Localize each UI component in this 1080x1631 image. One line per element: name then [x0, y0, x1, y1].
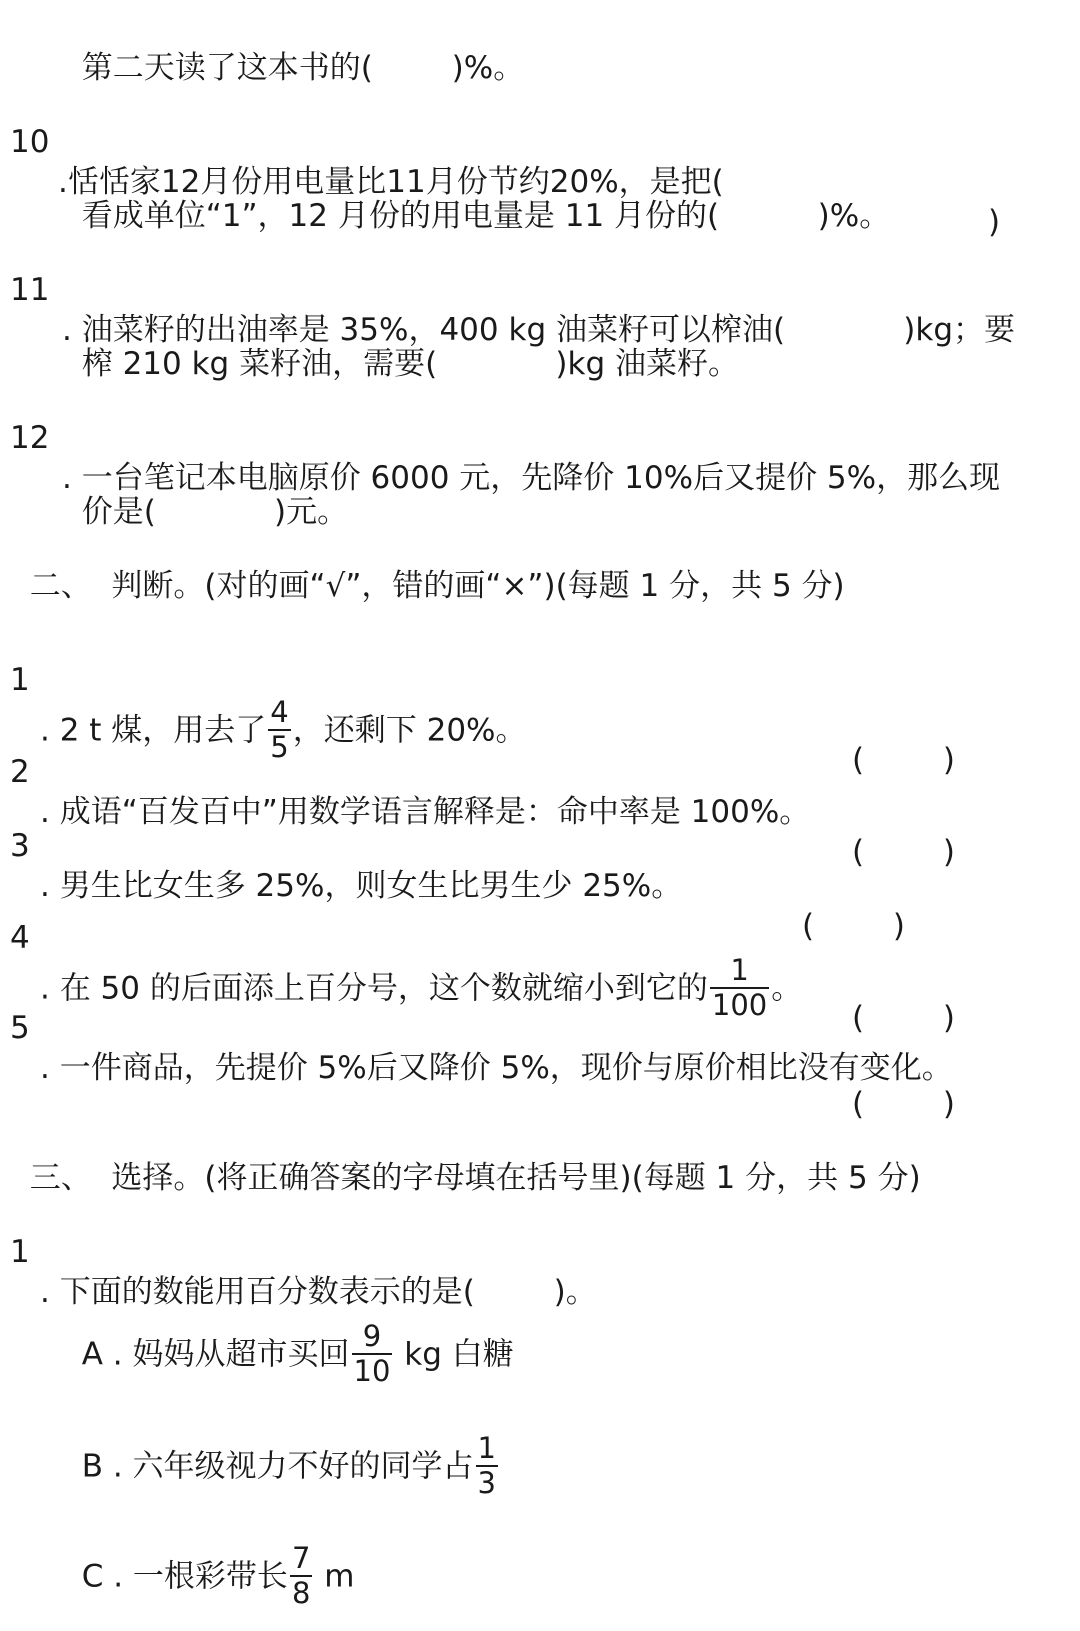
- answer-blank: ( ): [852, 1000, 956, 1036]
- heading-text: 二、 判断。(对的画“√”，错的画“×”)(每题 1 分，共 5 分): [29, 568, 845, 604]
- option-text-a: B . 六年级视力不好的同学占: [81, 1448, 474, 1485]
- question-text: . 下面的数能用百分数表示的是( )。: [40, 1274, 597, 1310]
- fraction-denominator: 10: [353, 1354, 391, 1388]
- judgement-item-5-blank-line: [0, 1044, 1080, 1124]
- fraction-numerator: 4: [270, 695, 289, 729]
- question-text: 价是( )元。: [81, 494, 349, 530]
- option-text-a: C . 一根彩带长: [81, 1558, 288, 1595]
- question-text: 榨 210 kg 菜籽油，需要( )kg 油菜籽。: [81, 346, 739, 382]
- item-text-a: . 2 t 煤，用去了: [40, 712, 267, 749]
- text-content: 第二天读了这本书的( )%。: [81, 50, 525, 86]
- item-number: 2: [10, 754, 30, 790]
- fraction: [476, 1431, 498, 1500]
- answer-blank: ( ): [852, 834, 956, 870]
- item-number: 1: [10, 662, 30, 698]
- blank-close-paren: ): [988, 204, 1001, 240]
- fraction-denominator: 100: [711, 988, 768, 1022]
- question-text: . 一台笔记本电脑原价 6000 元，先降价 10%后又提价 5%，那么现: [62, 460, 1001, 496]
- fraction-numerator: 7: [291, 1541, 311, 1575]
- fraction: [290, 1541, 312, 1610]
- question-number: 12: [10, 420, 50, 456]
- item-text-b: ，还剩下 20%。: [292, 712, 527, 749]
- question-number: 1: [10, 1234, 30, 1270]
- option-a: [62, 1284, 1080, 1388]
- item-text: . 成语“百发百中”用数学语言解释是：命中率是 100%。: [40, 794, 811, 830]
- question-12-line-2: [62, 452, 1080, 532]
- option-b: [62, 1396, 1080, 1500]
- heading-text: 三、 选择。(将正确答案的字母填在括号里)(每题 1 分，共 5 分): [29, 1160, 921, 1196]
- text-line: [62, 8, 1080, 88]
- fraction-denominator: 5: [270, 730, 289, 764]
- fraction-numerator: 1: [730, 953, 749, 987]
- item-number: 3: [10, 828, 30, 864]
- question-number: 10: [10, 124, 50, 160]
- answer-blank: ( ): [852, 742, 956, 778]
- item-text: . 一件商品，先提价 5%后又降价 5%，现价与原价相比没有变化。: [40, 1050, 953, 1086]
- question-10-line-2: [62, 156, 1080, 236]
- option-text-a: A . 妈妈从超市买回: [81, 1336, 350, 1373]
- question-text: 看成单位“1”，12 月份的用电量是 11 月份的( )%。: [81, 198, 891, 234]
- fraction-denominator: 3: [477, 1466, 496, 1500]
- section-heading-judgement: [10, 526, 1080, 606]
- section-heading-choice: [10, 1118, 1080, 1198]
- question-text: .恬恬家12月份用电量比11月份节约20%，是把(: [58, 164, 724, 200]
- item-text-b: 。: [771, 970, 803, 1007]
- answer-blank: ( ): [852, 1086, 956, 1122]
- item-number: 5: [10, 1010, 30, 1046]
- fraction: [352, 1319, 393, 1388]
- item-text: . 男生比女生多 25%，则女生比男生少 25%。: [40, 868, 683, 904]
- option-c: [62, 1506, 1080, 1610]
- fraction-denominator: 8: [291, 1576, 311, 1610]
- answer-blank: ( ): [802, 908, 906, 944]
- question-11-line-2: [62, 304, 1080, 384]
- item-number: 4: [10, 920, 30, 956]
- item-text-a: . 在 50 的后面添上百分号，这个数就缩小到它的: [40, 970, 708, 1007]
- question-number: 11: [10, 272, 50, 308]
- option-text-b: m: [314, 1558, 355, 1595]
- question-text: . 油菜籽的出油率是 35%，400 kg 油菜籽可以榨油( )kg；要: [62, 312, 1016, 348]
- fraction-numerator: 9: [362, 1319, 382, 1353]
- option-text-b: kg 白糖: [394, 1336, 514, 1373]
- fraction-numerator: 1: [477, 1431, 496, 1465]
